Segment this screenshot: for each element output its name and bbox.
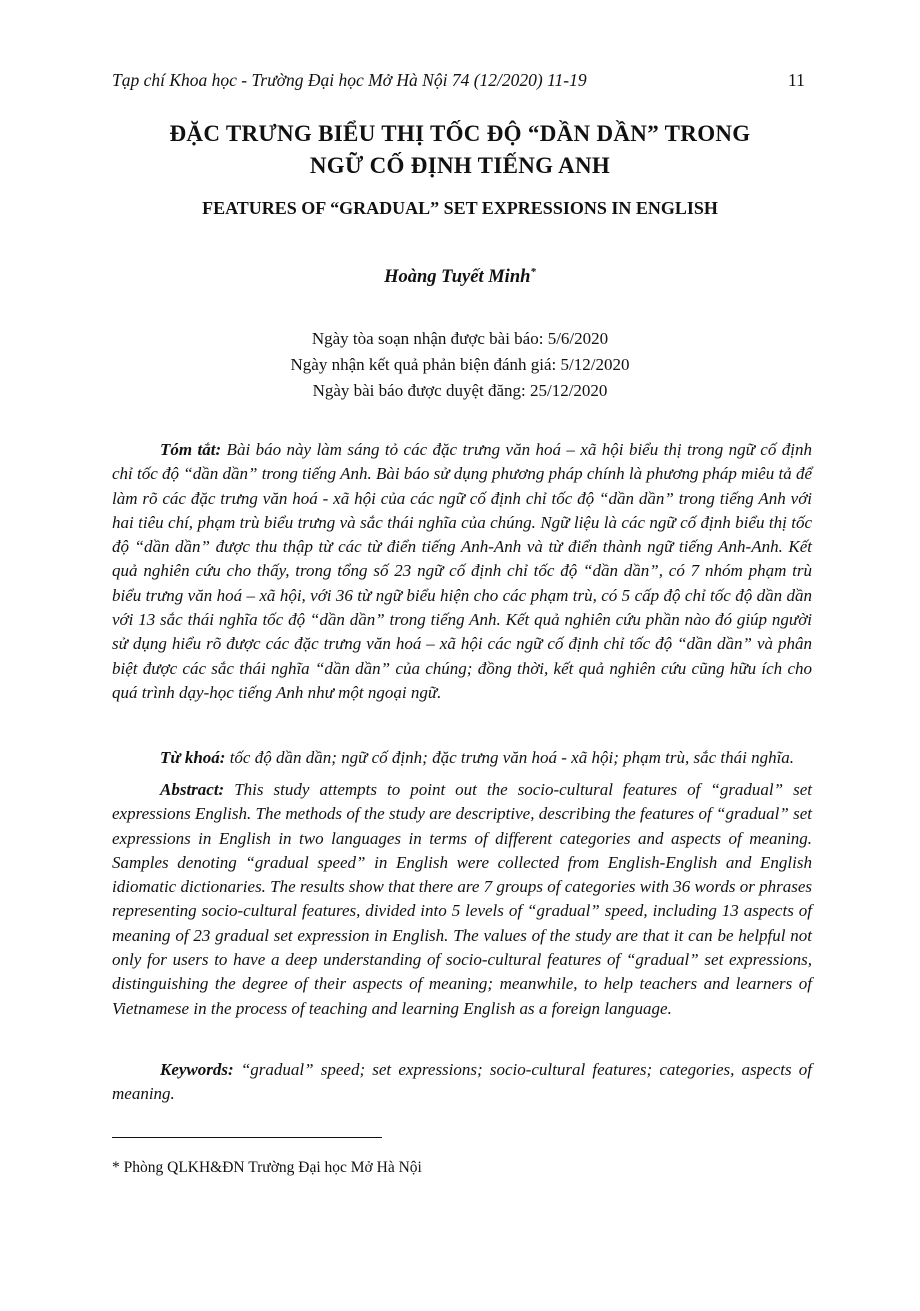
vietnamese-abstract <box>112 438 812 705</box>
author-name: Hoàng Tuyết Minh <box>384 267 531 288</box>
article-title-vi <box>100 118 820 182</box>
date-reviewed: Ngày nhận kết quả phản biện đánh giá: 5/12/2020 <box>290 355 630 374</box>
date-accepted: Ngày bài báo được duyệt đăng: 25/12/2020 <box>312 381 608 400</box>
english-keywords-text: “gradual” speed; set expressions; socio-cultural features; categories, aspects of meaning. <box>112 1060 812 1103</box>
english-abstract-label: Abstract: <box>160 780 225 799</box>
author <box>100 266 820 288</box>
footnote: * Phòng QLKH&ĐN Trường Đại học Mở Hà Nội <box>112 1159 422 1176</box>
english-abstract-text: This study attempts to point out the socio-cultural features of “gradual” set expressions English. The methods of the study are descriptive, describing the features of “gradual” set expressions in English in two languages in terms of different categories and aspects of meaning. Samples denoting “gradual speed” in English were collected from English-English and English idiomatic dictionaries. The results show that there are 7 groups of categories with 36 words or phrases representing socio-cultural features, divided into 5 levels of “gradual” speed, including 13 aspects of meaning of 23 gradual set expression in English. The values of the study are that it can be helpful not only for users to have a deep understanding of socio-cultural features of “gradual” set expressions, distinguishing the degree of their aspects of meaning; meanwhile, to help teachers and learners of Vietnamese in the process of teaching and learning English as a foreign language. <box>112 780 812 1018</box>
english-abstract <box>112 778 812 1021</box>
author-footnote-marker: * <box>530 266 536 278</box>
page-number: 11 <box>788 70 805 90</box>
submission-dates <box>100 326 820 404</box>
english-keywords <box>112 1058 812 1106</box>
title-line-1: ĐẶC TRƯNG BIỂU THỊ TỐC ĐỘ “DẦN DẦN” TRONG <box>169 121 751 146</box>
vietnamese-abstract-text: Bài báo này làm sáng tỏ các đặc trưng văn hoá – xã hội biểu thị trong ngữ cố định chỉ tốc độ “dần dần” trong tiếng Anh. Bài báo sử dụng phương pháp chính là phương pháp miêu tả để làm rõ các đặc trưng văn hoá - xã hội của các ngữ cố định chỉ tốc độ “dần dần” trong tiếng Anh với hai tiêu chí, phạm trù biểu trưng và sắc thái nghĩa của chúng. Ngữ liệu là các ngữ cố định biểu thị tốc độ “dần dần” được thu thập từ các từ điển tiếng Anh-Anh và từ điển thành ngữ tiếng Anh-Anh. Kết quả nghiên cứu cho thấy, trong tổng số 23 ngữ cố định chỉ tốc độ “dần dần”, có 7 nhóm phạm trù biểu trưng văn hoá – xã hội, với 36 từ ngữ biểu hiện cho các phạm trù, có 5 cấp độ chỉ tốc độ dần dần với 13 sắc thái nghĩa tốc độ “dần dần” trong tiếng Anh. Kết quả nghiên cứu phần nào đó giúp người sử dụng hiểu rõ được các đặc trưng văn hoá – xã hội các ngữ cố định chỉ tốc độ “dần dần” và phân biệt được các sắc thái nghĩa “dần dần” của chúng; đồng thời, kết quả nghiên cứu cũng hữu ích cho quá trình dạy-học tiếng Anh như một ngoại ngữ. <box>112 440 812 702</box>
title-line-2: NGỮ CỐ ĐỊNH TIẾNG ANH <box>309 153 611 178</box>
vietnamese-keywords-text: tốc độ dần dần; ngữ cố định; đặc trưng văn hoá - xã hội; phạm trù, sắc thái nghĩa. <box>225 748 795 767</box>
vietnamese-abstract-label: Tóm tắt: <box>160 440 222 459</box>
vietnamese-keywords-label: Từ khoá: <box>160 748 226 767</box>
vietnamese-keywords <box>112 746 812 770</box>
date-received: Ngày tòa soạn nhận được bài báo: 5/6/2020 <box>311 329 609 348</box>
english-keywords-label: Keywords: <box>160 1060 234 1079</box>
running-head: Tạp chí Khoa học - Trường Đại học Mở Hà Nội 74 (12/2020) 11-19 <box>112 70 587 90</box>
footnote-divider <box>112 1137 382 1138</box>
article-title-en: FEATURES OF “GRADUAL” SET EXPRESSIONS IN ENGLISH <box>202 198 718 218</box>
